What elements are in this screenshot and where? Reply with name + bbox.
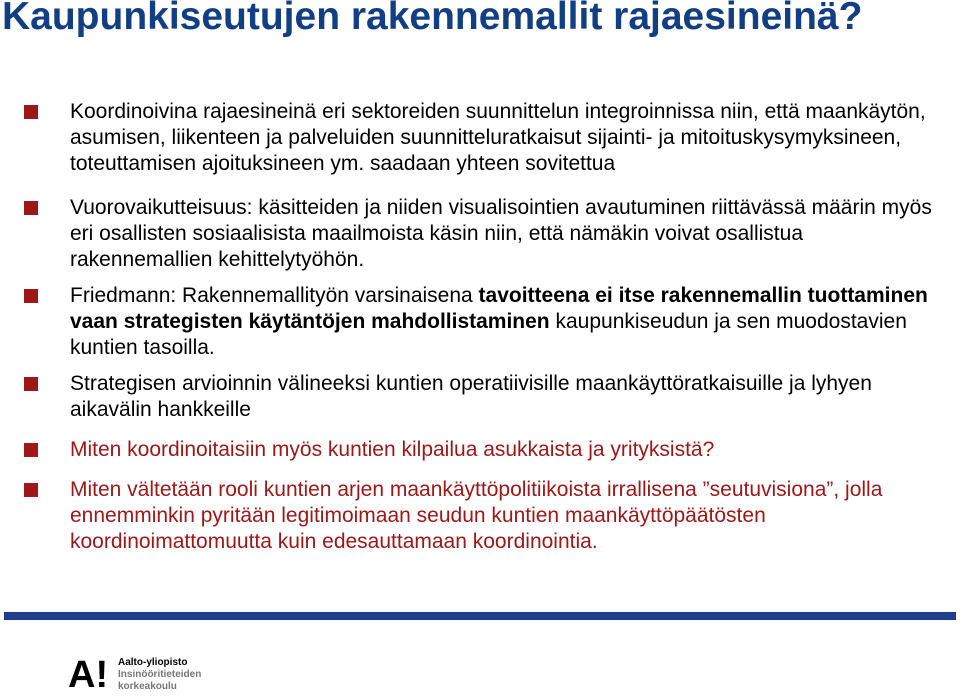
footer-divider [4, 612, 956, 620]
square-bullet-icon [24, 483, 38, 497]
square-bullet-icon [24, 105, 38, 119]
bullet-item [24, 283, 934, 361]
logo-school-line1: Insinööritieteiden [118, 669, 202, 680]
bullet-text: Miten koordinoitaisiin myös kuntien kilpailua asukkaista ja yrityksistä? [70, 438, 715, 461]
bullet-item [24, 99, 934, 177]
bullet-text: Vuorovaikutteisuus: käsitteiden ja niiden visualisointien avautuminen riittävässä määrin myös eri osallisten sosiaalisista maailmoista käsin niin, että nämäkin voivat osallistua rakennemallien kehittelytyöhön. [70, 196, 932, 271]
bullet-item [24, 195, 934, 273]
square-bullet-icon [24, 289, 38, 303]
bullet-text: Koordinoivina rajaesineinä eri sektoreiden suunnittelun integroinnissa niin, että maankäytön, asumisen, liikenteen ja palveluiden suunnitteluratkaisut sijainti- ja mitoituskysymyksineen, toteuttamisen ajoituksineen ym. saadaan yhteen sovitettua [70, 100, 926, 175]
bullet-text: Miten vältetään rooli kuntien arjen maankäyttöpolitiikoista irrallisena ”seutuvisiona”, jolla ennemminkin pyritään legitimoimaan seudun kuntien maankäyttöpäätösten koordinoimattomuutta kuin edesauttamaan koordinointia. [70, 478, 883, 553]
logo-school-line2: korkeakoulu [118, 681, 177, 692]
aalto-logo-mark: A! [68, 654, 109, 696]
logo-text [118, 657, 201, 693]
square-bullet-icon [24, 443, 38, 457]
bullet-list [24, 99, 934, 555]
aalto-logo [68, 655, 228, 695]
bullet-item [24, 437, 934, 463]
slide-title: Kaupunkiseutujen rakennemallit rajaesineinä? [2, 0, 863, 38]
bullet-text-prefix: Friedmann: Rakennemallityön varsinaisena [70, 284, 479, 307]
bullet-text-emphasis: tavoitteena ei itse rakennemallin tuottaminen vaan strategisten käytäntöjen mahdollistaminen [70, 284, 928, 333]
bullet-text: Strategisen arvioinnin välineeksi kuntien operatiivisille maankäyttöratkaisuille ja lyhyen aikavälin hankkeille [70, 372, 872, 421]
bullet-item [24, 371, 934, 423]
square-bullet-icon [24, 201, 38, 215]
logo-university: Aalto-yliopisto [118, 657, 188, 668]
bullet-item [24, 477, 934, 555]
square-bullet-icon [24, 377, 38, 391]
bullet-text-suffix: kaupunkiseudun ja sen muodostavien kuntien tasoilla. [70, 310, 907, 359]
